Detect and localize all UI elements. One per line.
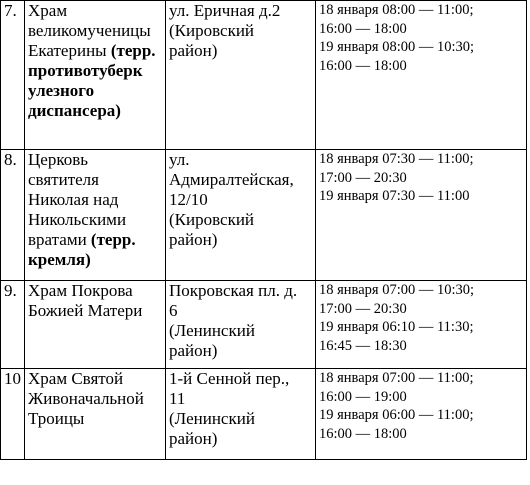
time-line: 17:00 — 20:30 xyxy=(319,169,407,186)
church-note-line: (терр. xyxy=(110,41,156,60)
row-number-text: 7. xyxy=(4,1,17,20)
address-line: (Ленинский xyxy=(169,321,255,340)
service-times xyxy=(316,1,527,150)
time-line: 16:00 — 18:00 xyxy=(319,425,407,442)
row-number xyxy=(1,1,25,150)
time-line: 16:45 — 18:30 xyxy=(319,337,407,354)
church-name-line: Храм xyxy=(28,1,68,20)
church-name-line: Николая над xyxy=(28,190,119,209)
church-note-line: кремля) xyxy=(28,250,91,269)
time-line: 19 января 06:10 — 11:30; xyxy=(319,319,474,336)
church-note-line: (терр. xyxy=(90,230,136,249)
time-line: 18 января 07:30 — 11:00; xyxy=(319,151,474,167)
service-times xyxy=(316,150,527,281)
row-number-text: 10 xyxy=(4,369,21,388)
church-note-line: противотуберк xyxy=(28,61,143,80)
address-line: Адмиралтейская, xyxy=(169,170,294,189)
table-row xyxy=(1,1,527,150)
table-row xyxy=(1,369,527,460)
time-line: 19 января 07:30 — 11:00 xyxy=(319,188,470,205)
address-line: 6 xyxy=(169,301,178,320)
address-line: (Кировский xyxy=(169,210,255,229)
address-line: 1-й Сенной пер., xyxy=(169,369,290,388)
time-line: 16:00 — 18:00 xyxy=(319,20,407,37)
service-times xyxy=(316,281,527,369)
church-name xyxy=(25,1,166,150)
address-line: 12/10 xyxy=(169,190,208,209)
time-line: 19 января 06:00 — 11:00; xyxy=(319,407,474,424)
address-line: район) xyxy=(169,341,218,360)
church-note-line: диспансера) xyxy=(28,101,121,120)
address-line: район) xyxy=(169,41,218,60)
church-address xyxy=(166,1,316,150)
table-row xyxy=(1,150,527,281)
church-name-line: Храм Святой xyxy=(28,369,124,388)
address-line: (Ленинский xyxy=(169,409,255,428)
time-line: 18 января 07:00 — 11:00; xyxy=(319,370,474,386)
row-number xyxy=(1,369,25,460)
church-name-line: Храм Покрова xyxy=(28,281,133,300)
address-line: район) xyxy=(169,230,218,249)
address-line: ул. xyxy=(169,150,190,169)
church-name-line: Троицы xyxy=(28,409,85,428)
time-line: 19 января 08:00 — 10:30; xyxy=(319,39,475,56)
church-address xyxy=(166,150,316,281)
time-line: 16:00 — 18:00 xyxy=(319,57,407,74)
church-name-line: святителя xyxy=(28,170,99,189)
church-name-line: Божией Матери xyxy=(28,301,143,320)
row-number-text: 8. xyxy=(4,150,17,169)
church-name xyxy=(25,369,166,460)
address-line: Покровская пл. д. xyxy=(169,281,298,300)
row-number xyxy=(1,281,25,369)
church-address xyxy=(166,369,316,460)
church-note-line: улезного xyxy=(28,81,95,100)
address-line: 11 xyxy=(169,389,186,408)
church-address xyxy=(166,281,316,369)
church-name-line: Екатерины xyxy=(28,41,107,60)
address-line: ул. Еричная д.2 xyxy=(169,1,281,20)
time-line: 18 января 07:00 — 10:30; xyxy=(319,282,475,298)
church-name-line: Церковь xyxy=(28,150,88,169)
church-name xyxy=(25,281,166,369)
church-name-line: Живоначальной xyxy=(28,389,144,408)
time-line: 16:00 — 19:00 xyxy=(319,388,407,405)
church-name-line: вратами xyxy=(28,230,87,249)
address-line: (Кировский xyxy=(169,21,255,40)
church-name-line: великомученицы xyxy=(28,21,151,40)
service-times xyxy=(316,369,527,460)
church-name xyxy=(25,150,166,281)
row-number-text: 9. xyxy=(4,281,17,300)
time-line: 17:00 — 20:30 xyxy=(319,300,407,317)
table-row xyxy=(1,281,527,369)
row-number xyxy=(1,150,25,281)
address-line: район) xyxy=(169,429,218,448)
time-line: 18 января 08:00 — 11:00; xyxy=(319,2,474,18)
church-name-line: Никольскими xyxy=(28,210,127,229)
